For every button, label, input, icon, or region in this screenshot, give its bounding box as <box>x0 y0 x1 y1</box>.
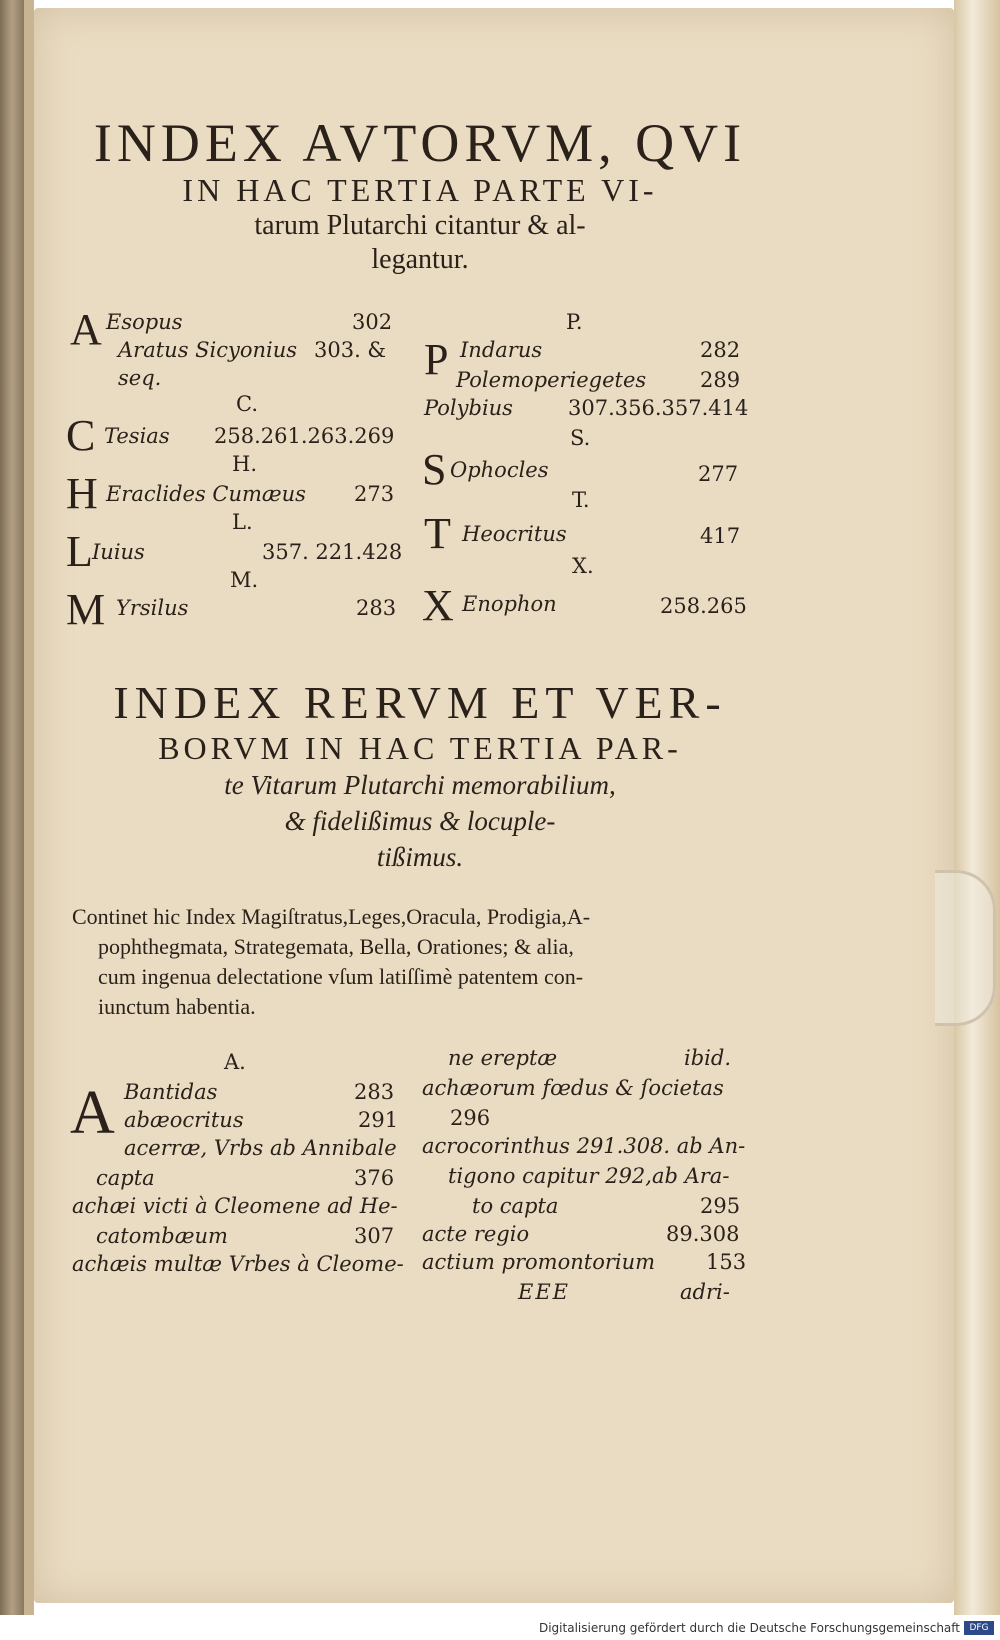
list-item-page: 283 <box>354 1080 395 1104</box>
letter-heading-a: A. <box>224 1050 246 1074</box>
initial-a: A <box>70 305 102 354</box>
intro-line-1: Continet hic Index Magiſtratus,Leges,Oracula, Prodigia,A- <box>72 904 591 929</box>
initial-l: L <box>66 527 93 576</box>
intro-line-4: iunctum habentia. <box>98 994 256 1019</box>
initial-t: T <box>424 509 451 558</box>
page-heraclides: 273 <box>354 482 395 506</box>
dfg-logo: DFG <box>964 1621 994 1635</box>
list-item: achæorum fœdus & ſocietas <box>422 1076 724 1100</box>
letter-heading-s: S. <box>570 426 591 450</box>
initial-s: S <box>422 445 447 494</box>
letter-heading-p: P. <box>566 310 583 334</box>
initial-x: X <box>422 581 454 630</box>
list-item-page: 295 <box>700 1194 741 1218</box>
page-polybius: 307.356.357.414 <box>568 396 749 420</box>
signature-mark: EEE <box>518 1280 570 1304</box>
title-rerum-line4: & fidelißimus & locuple- <box>284 806 556 836</box>
author-polemo: Polemoperiegetes <box>456 368 647 392</box>
initial-c: C <box>66 411 96 460</box>
list-item: actium promontorium <box>422 1250 656 1274</box>
book-binding <box>0 0 24 1615</box>
title-rerum-line5: tißimus. <box>376 842 464 872</box>
list-item-page: 291 <box>358 1108 399 1132</box>
initial-m: M <box>66 585 106 634</box>
digitization-credit <box>0 1615 1000 1640</box>
author-sophocles: Ophocles <box>450 458 549 482</box>
list-item: achæi victi à Cleomene ad He- <box>72 1194 398 1218</box>
title-rerum-line2: BORVM IN HAC TERTIA PAR- <box>158 730 682 766</box>
title-author-line2: IN HAC TERTIA PARTE VI- <box>182 172 658 208</box>
page-polemo: 289 <box>700 368 741 392</box>
author-myrsilus: Yrsilus <box>116 596 189 620</box>
author-xenophon: Enophon <box>462 592 557 616</box>
list-item: tigono capitur 292,ab Ara- <box>448 1164 730 1188</box>
author-livius: Iuius <box>92 540 145 564</box>
page-livius: 357. 221.428 <box>262 540 403 564</box>
list-item: acrocorinthus 291.308. ab An- <box>422 1134 746 1158</box>
page-stack-edge <box>954 0 1000 1615</box>
page-ctesias: 258.261.263.269 <box>214 424 395 448</box>
letter-heading-x: X. <box>572 554 594 578</box>
facing-page-edge <box>24 0 34 1615</box>
page-sophocles: 277 <box>698 462 739 486</box>
list-item: ne ereptæ <box>448 1046 558 1070</box>
title-author-line3: tarum Plutarchi citantur & al- <box>254 210 586 241</box>
author-pindarus: Indarus <box>460 338 543 362</box>
page-clip <box>935 870 996 1026</box>
page-aesopus: 302 <box>352 310 393 334</box>
letter-heading-m: M. <box>230 568 259 592</box>
initial-h: H <box>66 469 98 518</box>
initial-rerum-a: A <box>70 1079 115 1147</box>
list-item: achæis multæ Vrbes à Cleome- <box>72 1252 404 1276</box>
title-author-line4: legantur. <box>371 244 469 275</box>
author-aratus-cont: seq. <box>118 366 162 390</box>
intro-line-2: pophthegmata, Strategemata, Bella, Orationes; & alia, <box>98 934 574 959</box>
initial-p: P <box>424 335 449 384</box>
author-aesopus: Esopus <box>106 310 183 334</box>
intro-line-3: cum ingenua delectatione vſum latiſſimè patentem con- <box>98 964 584 989</box>
letter-heading-c: C. <box>236 392 258 416</box>
list-item-page: ibid. <box>684 1046 731 1070</box>
letter-heading-t: T. <box>572 488 590 512</box>
author-theocritus: Heocritus <box>462 522 567 546</box>
list-item-page: 307 <box>354 1224 395 1248</box>
author-heraclides: Eraclides Cumæus <box>106 482 306 506</box>
page-xenophon: 258.265 <box>660 594 747 618</box>
list-item: abæocritus <box>124 1108 244 1132</box>
catchword: adri- <box>680 1280 730 1304</box>
page-aratus: 303. & <box>314 338 387 362</box>
author-polybius: Polybius <box>424 396 513 420</box>
list-item: acte regio <box>422 1222 530 1246</box>
list-item-page: 89.308 <box>666 1222 740 1246</box>
page-theocritus: 417 <box>700 524 741 548</box>
list-item: acerræ, Vrbs ab Annibale <box>124 1136 397 1160</box>
title-rerum-index: INDEX RERVM ET VER- <box>113 677 727 728</box>
title-author-index: INDEX AVTORVM, QVI <box>93 113 747 173</box>
list-item: catombæum <box>96 1224 228 1248</box>
list-item-page: 376 <box>354 1166 395 1190</box>
list-item: capta <box>96 1166 155 1190</box>
author-ctesias: Tesias <box>104 424 170 448</box>
list-item: to capta <box>472 1194 559 1218</box>
author-aratus: Aratus Sicyonius <box>118 338 298 362</box>
list-item: 296 <box>450 1106 491 1130</box>
letter-heading-h: H. <box>232 452 257 476</box>
page-myrsilus: 283 <box>356 596 397 620</box>
page-pindarus: 282 <box>700 338 741 362</box>
list-item: Bantidas <box>124 1080 218 1104</box>
letter-heading-l: L. <box>232 510 253 534</box>
title-rerum-line3: te Vitarum Plutarchi memorabilium, <box>224 770 616 800</box>
credit-text: Digitalisierung gefördert durch die Deutsche Forschungsgemeinschaft <box>538 1621 960 1635</box>
list-item-page: 153 <box>706 1250 747 1274</box>
